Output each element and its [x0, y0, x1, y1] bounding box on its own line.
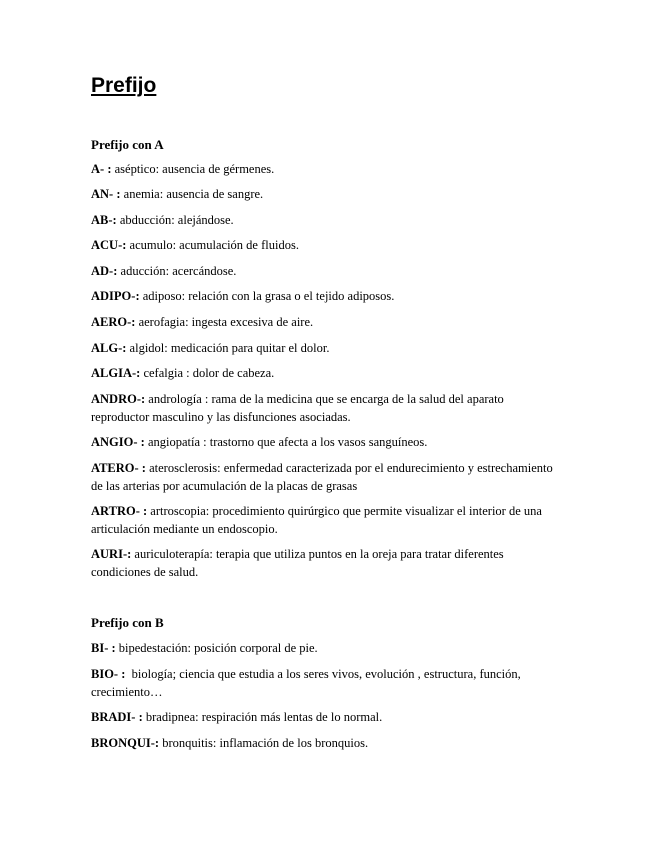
entry-prefix: AURI-: — [91, 547, 132, 561]
entry-alg — [91, 340, 561, 358]
entry-bradi — [91, 709, 561, 727]
entry-text: abducción: alejándose. — [116, 213, 234, 227]
entry-prefix: ALG-: — [91, 341, 127, 355]
entry-ad — [91, 263, 561, 281]
entry-text: adiposo: relación con la grasa o el tejido adiposos. — [139, 289, 395, 303]
entry-prefix: ATERO- : — [91, 461, 146, 475]
entry-text: cefalgia : dolor de cabeza. — [140, 366, 275, 380]
entry-text: algidol: medicación para quitar el dolor. — [126, 341, 330, 355]
entry-prefix: AD-: — [91, 264, 118, 278]
entry-bronqui — [91, 735, 561, 753]
entry-prefix: AB-: — [91, 213, 117, 227]
entry-prefix: BRADI- : — [91, 710, 143, 724]
section-heading-a: Prefijo con A — [91, 137, 164, 152]
entry-a — [91, 161, 561, 179]
entry-text: artroscopia: procedimiento quirúrgico que permite visualizar el interior de una articulación mediante un endoscopio. — [91, 504, 542, 536]
page-title: Prefijo — [91, 74, 157, 97]
entry-prefix: ARTRO- : — [91, 504, 148, 518]
entry-andro — [91, 391, 561, 426]
section-heading-b: Prefijo con B — [91, 615, 164, 630]
entry-acu — [91, 237, 561, 255]
entry-adipo — [91, 288, 561, 306]
entry-prefix: BIO- : — [91, 667, 126, 681]
entry-text: aducción: acercándose. — [117, 264, 237, 278]
entry-text: bradipnea: respiración más lentas de lo normal. — [142, 710, 383, 724]
entry-prefix: ALGIA-: — [91, 366, 141, 380]
entry-auri — [91, 546, 561, 581]
entry-prefix: ADIPO-: — [91, 289, 140, 303]
entry-prefix: AERO-: — [91, 315, 136, 329]
entry-text: aséptico: ausencia de gérmenes. — [111, 162, 275, 176]
entry-text: andrología : rama de la medicina que se encarga de la salud del aparato reproductor masculino y las disfunciones asociadas. — [91, 392, 504, 424]
entry-aero — [91, 314, 561, 332]
entry-prefix: ANDRO-: — [91, 392, 146, 406]
entry-prefix: A- : — [91, 162, 112, 176]
entry-text: bronquitis: inflamación de los bronquios. — [159, 736, 369, 750]
entry-text: biología; ciencia que estudia a los seres vivos, evolución , estructura, función, crecimiento… — [91, 667, 524, 699]
entry-bio — [91, 666, 561, 701]
entry-text: bipedestación: posición corporal de pie. — [115, 641, 318, 655]
entry-bi — [91, 640, 561, 658]
entry-text: aerofagia: ingesta excesiva de aire. — [135, 315, 314, 329]
entry-text: aterosclerosis: enfermedad caracterizada por el endurecimiento y estrechamiento de las arterias por acumulación de la placas de grasas — [91, 461, 553, 493]
entry-prefix: AN- : — [91, 187, 121, 201]
entry-artro — [91, 503, 561, 538]
entry-prefix: ACU-: — [91, 238, 127, 252]
entry-text: angiopatía : trastorno que afecta a los vasos sanguíneos. — [144, 435, 428, 449]
entry-angio — [91, 434, 561, 452]
entry-text: anemia: ausencia de sangre. — [120, 187, 264, 201]
entry-prefix: BRONQUI-: — [91, 736, 160, 750]
entry-atero — [91, 460, 561, 495]
entry-text: acumulo: acumulación de fluidos. — [126, 238, 299, 252]
entry-algia — [91, 365, 561, 383]
entry-prefix: ANGIO- : — [91, 435, 145, 449]
entry-prefix: BI- : — [91, 641, 116, 655]
entry-ab — [91, 212, 561, 230]
entry-an — [91, 186, 561, 204]
entry-text: auriculoterapía: terapia que utiliza puntos en la oreja para tratar diferentes condiciones de salud. — [91, 547, 504, 579]
